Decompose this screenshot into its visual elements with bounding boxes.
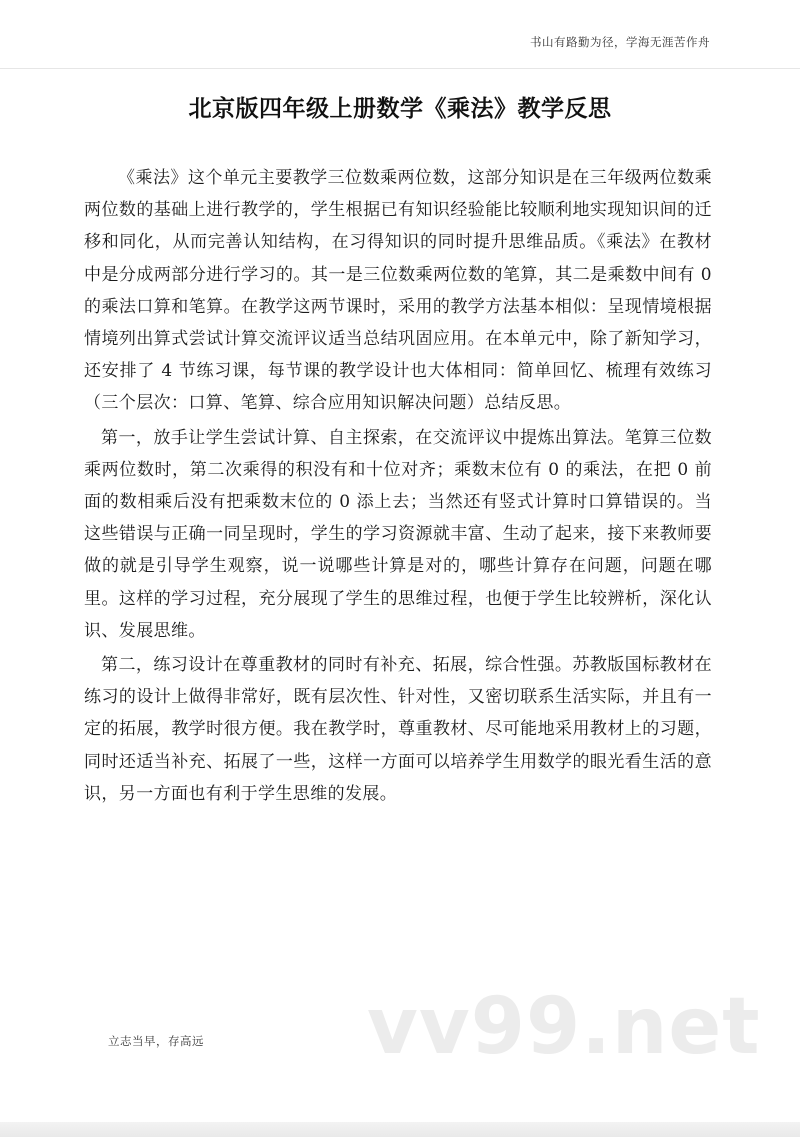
footer-motto: 立志当早，存高远 xyxy=(108,1034,204,1048)
document-body xyxy=(84,162,712,810)
document-title: 北京版四年级上册数学《乘法》教学反思 xyxy=(188,96,612,122)
paragraph-first-point: 第一，放手让学生尝试计算、自主探索，在交流评议中提炼出算法。笔算三位数乘两位数时，第二次乘得的积没有和十位对齐；乘数末位有 0 的乘法，在把 0 前面的数相乘后没有把乘数末位的 0 添上去；当然还有竖式计算时口算错误的。当这些错误与正确一同呈现时，学生的学习资源就丰富、生动了起来，接下来教师要做的就是引导学生观察，说一说哪些计算是对的，哪些计算存在问题，问题在哪里。这样的学习过程，充分展现了学生的思维过程，也便于学生比较辨析，深化认识、发展思维。 xyxy=(84,427,712,641)
paragraph-intro: 《乘法》这个单元主要教学三位数乘两位数，这部分知识是在三年级两位数乘两位数的基础上进行教学的，学生根据已有知识经验能比较顺利地实现知识间的迁移和同化，从而完善认知结构，在习得知识的同时提升思维品质。《乘法》在教材中是分成两部分进行学习的。其一是三位数乘两位数的笔算，其二是乘数中间有 0 的乘法口算和笔算。在教学这两节课时，采用的教学方法基本相似：呈现情境根据情境列出算式尝试计算交流评议适当总结巩固应用。在本单元中，除了新知学习，还安排了 4 节练习课，每节课的教学设计也大体相同：简单回忆、梳理有效练习（三个层次：口算、笔算、综合应用知识解决问题）总结反思。 xyxy=(84,168,712,414)
paragraph-second-point: 第二，练习设计在尊重教材的同时有补充、拓展，综合性强。苏教版国标教材在练习的设计上做得非常好，既有层次性、针对性，又密切联系生活实际，并且有一定的拓展，教学时很方便。我在教学时，尊重教材、尽可能地采用教材上的习题，同时还适当补充、拓展了一些，这样一方面可以培养学生用数学的眼光看生活的意识，另一方面也有利于学生思维的发展。 xyxy=(84,655,712,804)
watermark-logo: vv99.net xyxy=(367,982,761,1072)
header-motto: 书山有路勤为径，学海无涯苦作舟 xyxy=(530,35,710,49)
header-divider xyxy=(0,68,800,69)
page-bottom-edge xyxy=(0,1122,800,1137)
